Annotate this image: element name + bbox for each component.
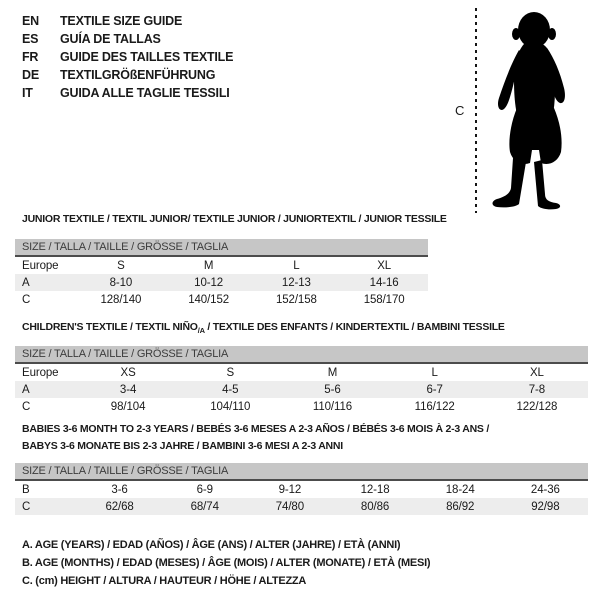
value-cell: 122/128 [516, 400, 558, 413]
language-list [22, 12, 233, 102]
value-cell: 158/170 [363, 293, 405, 306]
value-cell: 140/152 [188, 293, 230, 306]
value-cell: 5-6 [281, 381, 383, 398]
value-cell: 9-12 [278, 483, 302, 496]
language-label: TEXTILGRÖßENFÜHRUNG [60, 68, 216, 82]
value-cell: 8-10 [77, 274, 165, 291]
legend-line-a: A. AGE (YEARS) / EDAD (AÑOS) / ÂGE (ANS) / ALTER (JAHRE) / ETÀ (ANNI) [22, 539, 401, 551]
children-title-subscript: /A [197, 326, 205, 336]
row-label-cell: C [15, 498, 77, 515]
value-cell: 7-8 [486, 381, 588, 398]
table-row [15, 364, 588, 381]
value-cell: 86/92 [418, 498, 503, 515]
children-title-text: CHILDREN'S TEXTILE / TEXTIL NIÑO [22, 321, 198, 333]
value-cell: 12-13 [253, 274, 341, 291]
size-header-bar: SIZE / TALLA / TAILLE / GRÖSSE / TAGLIA [15, 463, 588, 481]
value-cell: 80/86 [332, 498, 417, 515]
babies-table-body [15, 481, 588, 515]
table-row [15, 257, 428, 274]
size-header-bar: SIZE / TALLA / TAILLE / GRÖSSE / TAGLIA [15, 346, 588, 364]
row-label-cell: Europe [22, 259, 59, 272]
value-cell: 92/98 [503, 498, 588, 515]
value-cell: 10-12 [165, 274, 253, 291]
row-label-cell: C [22, 293, 31, 306]
value-cell: 116/122 [414, 400, 455, 413]
value-cell: 128/140 [100, 293, 142, 306]
babies-section-title [22, 421, 489, 455]
row-label-cell: Europe [22, 366, 59, 379]
junior-section-title: JUNIOR TEXTILE / TEXTIL JUNIOR/ TEXTILE JUNIOR / JUNIORTEXTIL / JUNIOR TESSILE [22, 213, 447, 225]
height-measure-label: C [455, 103, 465, 118]
value-cell: XS [120, 366, 136, 379]
legend-line-c: C. (cm) HEIGHT / ALTURA / HAUTEUR / HÖHE / ALTEZZA [22, 575, 307, 587]
table-row [15, 381, 588, 398]
table-row [15, 481, 588, 498]
language-code: DE [22, 68, 39, 82]
language-label: GUIDA ALLE TAGLIE TESSILI [60, 86, 230, 100]
junior-table [15, 257, 428, 308]
value-cell: L [431, 366, 438, 379]
measure-legend [22, 536, 430, 590]
value-cell: 18-24 [445, 483, 475, 496]
table-row [15, 291, 428, 308]
value-cell: M [203, 259, 214, 272]
language-label: GUÍA DE TALLAS [60, 32, 161, 46]
value-cell: L [293, 259, 300, 272]
value-cell: 62/68 [77, 498, 162, 515]
value-cell: S [117, 259, 125, 272]
language-code: IT [22, 86, 33, 100]
children-title-text: / TEXTILE DES ENFANTS / KINDERTEXTIL / BAMBINI TESSILE [204, 321, 505, 333]
value-cell: 14-16 [340, 274, 428, 291]
language-row-es [22, 30, 233, 48]
language-code: ES [22, 32, 39, 46]
value-cell: 68/74 [162, 498, 247, 515]
value-cell: XL [529, 366, 544, 379]
legend-line-b: B. AGE (MONTHS) / EDAD (MESES) / ÂGE (MOIS) / ALTER (MONATE) / ETÀ (MESI) [22, 557, 431, 569]
table-row [15, 274, 428, 291]
value-cell: S [226, 366, 235, 379]
language-code: EN [22, 14, 39, 28]
table-row [15, 498, 588, 515]
children-section-title [22, 321, 505, 335]
children-size-table [15, 346, 588, 415]
babies-title-line2: BABYS 3-6 MONATE BIS 2-3 JAHRE / BAMBINI 3-6 MESI A 2-3 ANNI [22, 440, 343, 452]
value-cell: 4-5 [179, 381, 281, 398]
row-label-cell: B [22, 483, 30, 496]
value-cell: 152/158 [275, 293, 317, 306]
height-dashed-line [475, 8, 477, 213]
value-cell: 6-7 [384, 381, 486, 398]
children-table [15, 364, 588, 415]
toddler-silhouette-icon [489, 10, 585, 210]
value-cell: 24-36 [530, 483, 560, 496]
language-row-it [22, 84, 233, 102]
language-row-fr [22, 48, 233, 66]
row-label-cell: A [15, 381, 77, 398]
size-header-bar: SIZE / TALLA / TAILLE / GRÖSSE / TAGLIA [15, 239, 428, 257]
value-cell: 3-6 [111, 483, 128, 496]
children-table-body [15, 364, 588, 415]
language-row-de [22, 66, 233, 84]
babies-title-line1: BABIES 3-6 MONTH TO 2-3 YEARS / BEBÉS 3-6 MESES A 2-3 AÑOS / BÉBÉS 3-6 MOIS À 2-3 ANS / [22, 423, 490, 435]
value-cell: M [327, 366, 338, 379]
junior-size-table [15, 239, 428, 308]
language-label: TEXTILE SIZE GUIDE [60, 14, 183, 28]
row-label-cell: A [15, 274, 77, 291]
table-row [15, 398, 588, 415]
language-code: FR [22, 50, 39, 64]
value-cell: 3-4 [77, 381, 179, 398]
value-cell: 74/80 [247, 498, 332, 515]
babies-size-table [15, 463, 588, 515]
value-cell: 12-18 [360, 483, 390, 496]
value-cell: 6-9 [196, 483, 213, 496]
value-cell: XL [377, 259, 392, 272]
language-label: GUIDE DES TAILLES TEXTILE [60, 50, 234, 64]
babies-table [15, 481, 588, 515]
value-cell: 110/116 [312, 400, 353, 413]
junior-table-body [15, 257, 428, 308]
value-cell: 98/104 [110, 400, 146, 413]
language-row-en [22, 12, 233, 30]
row-label-cell: C [22, 400, 31, 413]
value-cell: 104/110 [210, 400, 251, 413]
